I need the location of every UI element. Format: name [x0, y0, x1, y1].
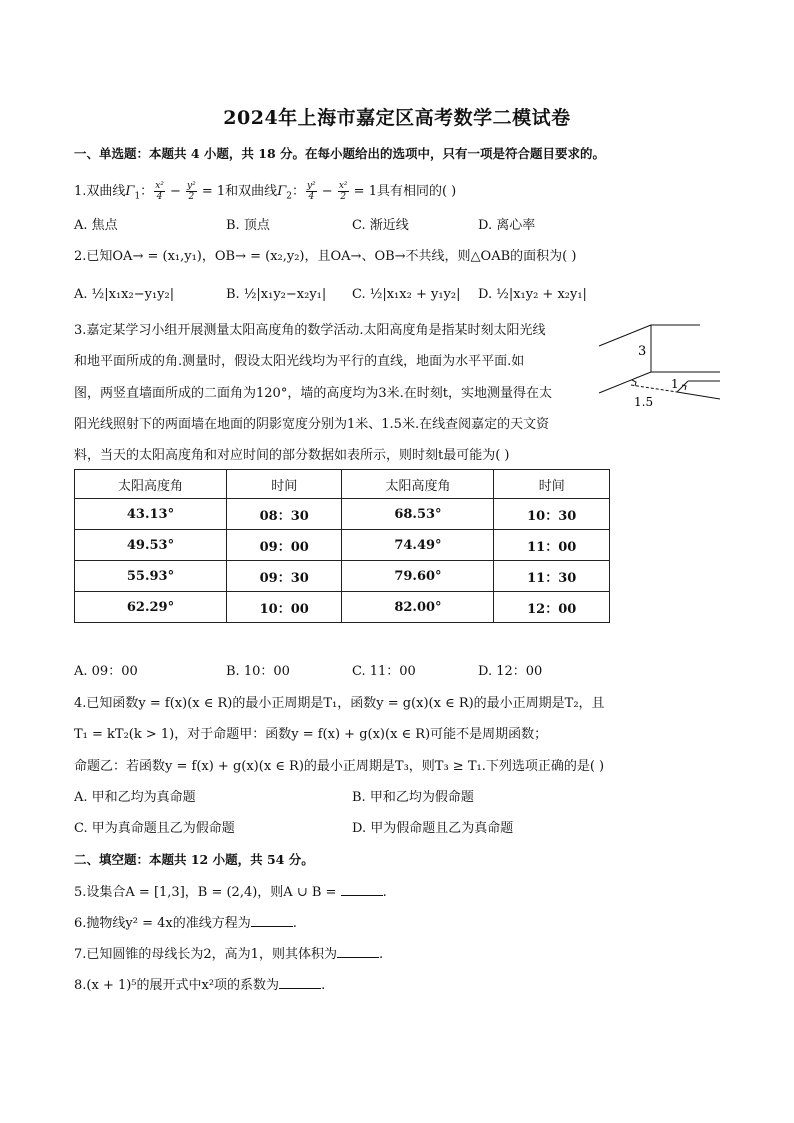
- table-cell: 43.13°: [75, 499, 227, 530]
- q1-sub2: 2: [286, 191, 292, 202]
- question-4-line-2: T₁ = kT₂(k > 1)，对于命题甲：函数y = f(x) + g(x)(x ∈ R)可能不是周期函数；: [74, 727, 548, 742]
- q4-option-c[interactable]: C. 甲为真命题且乙为假命题: [74, 821, 235, 836]
- question-3-line-4: 阳光线照射下的两面墙在地面的阴影宽度分别为1米、1.5米.在线查阅嘉定的天文资: [74, 417, 550, 432]
- q1-frac2: $\frac{\text{y²}}{2}$: [187, 181, 196, 202]
- question-5: [74, 883, 387, 902]
- shadow-width-2-label: 1.5: [634, 395, 654, 409]
- table-row: [75, 530, 610, 561]
- question-3-line-5: 料，当天的太阳高度角和对应时间的部分数据如表所示，则时刻t最可能为( ): [74, 448, 510, 463]
- question-3-line-2: 和地平面所成的角.测量时，假设太阳光线均为平行的直线，地面为水平平面.如: [74, 354, 525, 369]
- table-cell: 09：00: [226, 530, 342, 561]
- q7-end: .: [378, 947, 384, 962]
- q3-option-d[interactable]: D. 12：00: [478, 664, 543, 679]
- question-3-line-1: 3.嘉定某学习小组开展测量太阳高度角的数学活动.太阳高度角是指某时刻太阳光线: [74, 323, 546, 338]
- q6-answer-blank[interactable]: [251, 914, 293, 927]
- wall-top-left-edge: [599, 325, 651, 346]
- table-cell: 09：30: [226, 561, 342, 592]
- question-4-line-1: 4.已知函数y = f(x)(x ∈ R)的最小正周期是T₁，函数y = g(x)(x ∈ R)的最小正周期是T₂，且: [74, 696, 605, 711]
- wall-shadow-diagram: [594, 322, 724, 412]
- q5-end: .: [382, 885, 387, 900]
- section-1-heading: 一、单选题：本题共 4 小题，共 18 分。在每小题给出的选项中，只有一项是符合题目要求的。: [74, 146, 606, 161]
- q1-minus1: −: [165, 184, 186, 199]
- q1-prefix: 1.双曲线: [74, 184, 126, 199]
- wall-base-left-edge: [599, 372, 651, 393]
- table-cell: 62.29°: [75, 592, 227, 623]
- question-3-line-3: 图，两竖直墙面所成的二面角为120°，墙的高度均为3米.在时刻t，实地测量得在太: [74, 386, 552, 401]
- table-cell: 79.60°: [342, 561, 494, 592]
- table-row: [75, 499, 610, 530]
- table-cell: 10：00: [226, 592, 342, 623]
- section-2-heading: 二、填空题：本题共 12 小题，共 54 分。: [74, 852, 314, 867]
- q4-option-a[interactable]: A. 甲和乙均为真命题: [74, 790, 196, 805]
- q1-frac1: $\frac{\text{x²}}{4}$: [155, 181, 164, 202]
- q8-text: 8.(x + 1)⁵的展开式中x²项的系数为: [74, 978, 280, 993]
- q2-option-b[interactable]: B. ½|x₁y₂−x₂y₁|: [226, 287, 327, 302]
- q1-colon1: ：: [140, 184, 154, 199]
- table-cell: 11：30: [494, 561, 610, 592]
- table-cell: 74.49°: [342, 530, 494, 561]
- q1-option-a[interactable]: A. 焦点: [74, 218, 118, 233]
- header-time-2: 时间: [494, 470, 610, 499]
- q4-option-d[interactable]: D. 甲为假命题且乙为真命题: [352, 821, 514, 836]
- q1-colon2: ：: [291, 184, 305, 199]
- shadow-width-1-label: 1: [671, 377, 679, 391]
- q1-option-d[interactable]: D. 离心率: [478, 218, 536, 233]
- question-6: [74, 914, 297, 933]
- q3-option-c[interactable]: C. 11：00: [352, 664, 416, 679]
- table-row: [75, 561, 610, 592]
- ground-edge: [677, 392, 720, 399]
- q1-option-c[interactable]: C. 渐近线: [352, 218, 409, 233]
- question-8: [74, 976, 325, 995]
- table-cell: 11：00: [494, 530, 610, 561]
- q1-sub1: 1: [134, 191, 141, 202]
- header-angle-2: 太阳高度角: [342, 470, 494, 499]
- question-1: [74, 181, 456, 206]
- q5-answer-blank[interactable]: [341, 883, 383, 896]
- q1-frac3: $\frac{\text{y²}}{4}$: [306, 181, 316, 202]
- sun-angle-table: [74, 469, 610, 623]
- table-header-row: [75, 470, 610, 499]
- table-cell: 68.53°: [342, 499, 494, 530]
- question-4-line-3: 命题乙：若函数y = f(x) + g(x)(x ∈ R)的最小正周期是T₃，则T₃ ≥ T₁.下列选项正确的是( ): [74, 759, 605, 774]
- q2-option-c[interactable]: C. ½|x₁x₂ + y₁y₂|: [352, 287, 461, 302]
- q1-eq1: = 1和双曲线: [197, 184, 278, 199]
- table-cell: 10：30: [494, 499, 610, 530]
- table-cell: 08：30: [226, 499, 342, 530]
- q1-minus2: −: [317, 184, 337, 199]
- question-2: 2.已知OA→ = (x₁,y₁)，OB→ = (x₂,y₂)，且OA→、OB→不共线，则△OAB的面积为( ): [74, 249, 577, 264]
- q5-text: 5.设集合A = [1,3]，B = (2,4)，则A ∪ B =: [74, 885, 341, 900]
- header-time-1: 时间: [226, 470, 342, 499]
- table-cell: 49.53°: [75, 530, 227, 561]
- q3-option-a[interactable]: A. 09：00: [74, 664, 138, 679]
- q7-text: 7.已知圆锥的母线长为2，高为1，则其体积为: [74, 947, 337, 962]
- table-cell: 55.93°: [75, 561, 227, 592]
- q1-option-b[interactable]: B. 顶点: [226, 218, 270, 233]
- q8-end: .: [321, 978, 326, 993]
- q6-text: 6.抛物线y² = 4x的准线方程为: [74, 916, 251, 931]
- q8-answer-blank[interactable]: [279, 976, 321, 989]
- height-label: 3: [638, 344, 647, 359]
- q3-option-b[interactable]: B. 10：00: [226, 664, 290, 679]
- q1-gamma2: Γ: [277, 184, 287, 199]
- page-title: 2024年上海市嘉定区高考数学二模试卷: [223, 107, 571, 129]
- q1-suffix: = 1具有相同的( ): [349, 184, 457, 199]
- table-cell: 12：00: [494, 592, 610, 623]
- q2-option-d[interactable]: D. ½|x₁y₂ + x₂y₁|: [478, 287, 587, 302]
- q2-option-a[interactable]: A. ½|x₁x₂−y₁y₂|: [74, 287, 175, 302]
- q4-option-b[interactable]: B. 甲和乙均为假命题: [352, 790, 474, 805]
- table-row: [75, 592, 610, 623]
- q6-end: .: [292, 916, 297, 931]
- header-angle-1: 太阳高度角: [75, 470, 227, 499]
- q1-frac4: $\frac{\text{x²}}{2}$: [338, 181, 348, 202]
- question-7: [74, 945, 383, 964]
- q7-answer-blank[interactable]: [337, 945, 379, 958]
- table-cell: 82.00°: [342, 592, 494, 623]
- q1-gamma1: Γ: [125, 184, 135, 199]
